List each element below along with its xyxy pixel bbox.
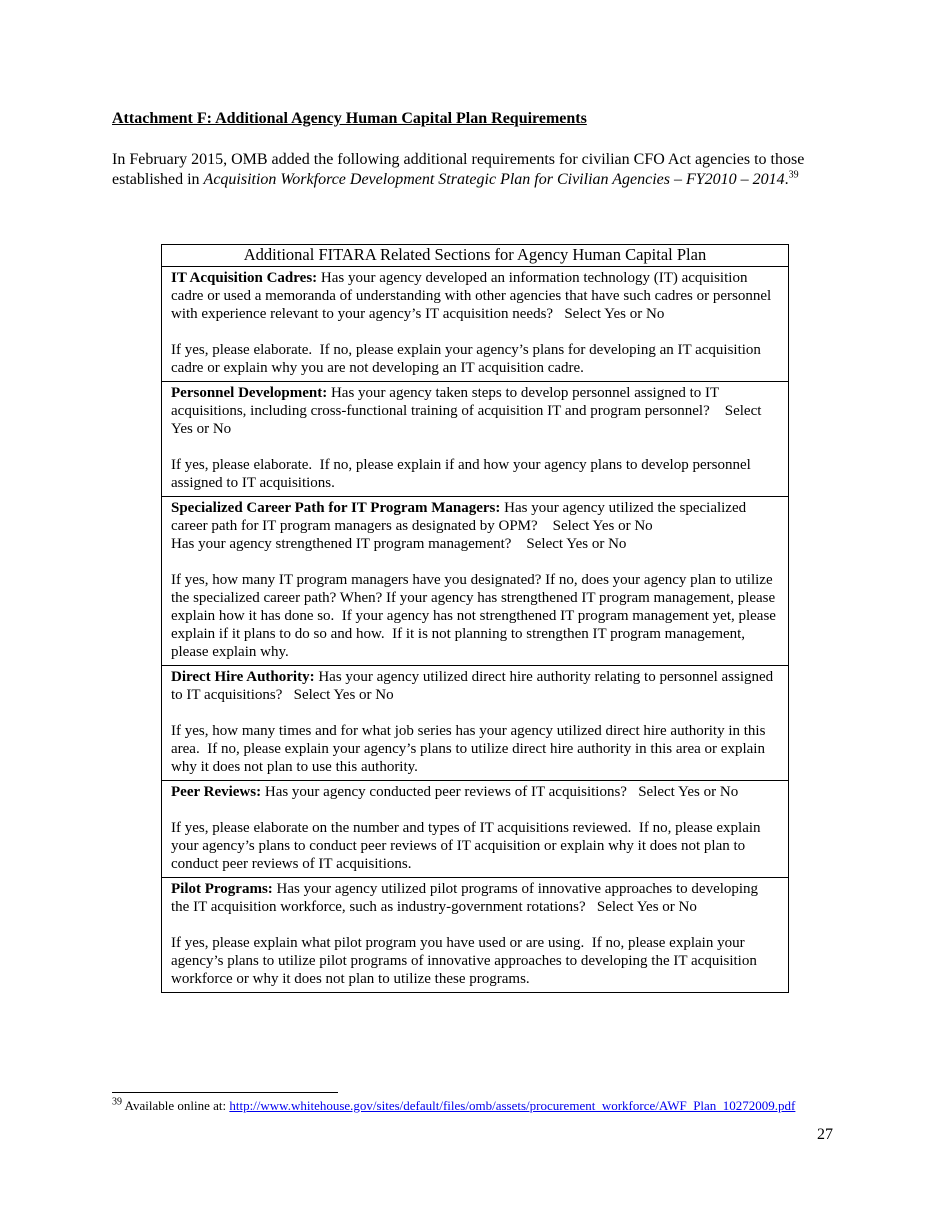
row-question: Has your agency utilized direct hire authority relating to personnel assigned to IT acquisitions? Select Yes or No: [171, 669, 777, 703]
table-row: [162, 781, 789, 878]
row-question-2: Has your agency strengthened IT program management? Select Yes or No: [171, 536, 627, 552]
table-cell-peer-reviews: [162, 781, 789, 878]
table-cell-direct-hire-authority: [162, 666, 789, 781]
row-followup: If yes, how many times and for what job series has your agency utilized direct hire authority in this area. If no, please explain your agency’s plans to utilize direct hire authority in this area or explain why it does not plan to use this authority.: [171, 723, 770, 775]
row-label: Direct Hire Authority:: [171, 669, 315, 685]
row-label: IT Acquisition Cadres:: [171, 270, 318, 286]
table-row: [162, 666, 789, 781]
row-followup: If yes, please elaborate. If no, please explain if and how your agency plans to develop personnel assigned to IT acquisitions.: [171, 457, 755, 491]
intro-text-2: .: [784, 171, 789, 188]
table-cell-it-acquisition-cadres: [162, 267, 789, 382]
table-cell-pilot-programs: [162, 878, 789, 993]
row-question: Has your agency taken steps to develop personnel assigned to IT acquisitions, including cross-functional training of acquisition IT and program personnel? Select Yes or No: [171, 385, 765, 437]
table-cell-specialized-career-path: [162, 497, 789, 666]
row-followup: If yes, please explain what pilot program you have used or are using. If no, please explain your agency’s plans to utilize pilot programs of innovative approaches to developing the IT acquisition workforce or why it does not plan to utilize these programs.: [171, 935, 761, 987]
row-question: Has your agency utilized the specialized career path for IT program managers as designated by OPM? Select Yes or No: [171, 500, 750, 534]
table-header: Additional FITARA Related Sections for Agency Human Capital Plan: [162, 245, 789, 267]
row-label: Pilot Programs:: [171, 881, 273, 897]
table-row: [162, 267, 789, 382]
page-number: 27: [817, 1126, 833, 1143]
table-header-row: [162, 245, 789, 267]
row-followup: If yes, please elaborate on the number and types of IT acquisitions reviewed. If no, please explain your agency’s plans to conduct peer reviews of IT acquisition or explain why it does not plan to conduct peer reviews of IT acquisitions.: [171, 820, 765, 872]
table-row: [162, 878, 789, 993]
intro-italic-title: Acquisition Workforce Development Strategic Plan for Civilian Agencies – FY2010 – 2014: [203, 171, 785, 188]
table-row: [162, 382, 789, 497]
footnote-text: Available online at:: [122, 1098, 230, 1113]
row-question: Has your agency developed an information technology (IT) acquisition cadre or used a memoranda of understanding with other agencies that have such cadres or personnel with experience relevant to your agency’s IT acquisition needs? Select Yes or No: [171, 270, 775, 322]
footnote-reference-marker: 39: [788, 169, 799, 181]
table-cell-personnel-development: [162, 382, 789, 497]
intro-paragraph: [112, 150, 857, 190]
footnote: [112, 1098, 812, 1114]
intro-text-1: In February 2015, OMB added the following additional requirements for civilian CFO Act agencies to those established in: [112, 151, 805, 188]
row-followup: If yes, please elaborate. If no, please explain your agency’s plans for developing an IT acquisition cadre or explain why you are not developing an IT acquisition cadre.: [171, 342, 765, 376]
row-followup: If yes, how many IT program managers have you designated? If no, does your agency plan to utilize the specialized career path? When? If your agency has strengthened IT program management, please explain how it has done so. If your agency has not strengthened IT program management yet, please explain if it plans to do so and how. If it is not planning to strengthen IT program management, please explain why.: [171, 572, 780, 660]
row-label: Specialized Career Path for IT Program Managers:: [171, 500, 501, 516]
footnote-number: 39: [112, 1096, 122, 1108]
row-question: Has your agency utilized pilot programs of innovative approaches to developing the IT acquisition workforce, such as industry-government rotations? Select Yes or No: [171, 881, 762, 915]
row-question: Has your agency conducted peer reviews of IT acquisitions? Select Yes or No: [261, 784, 739, 800]
fitara-sections-table: [161, 244, 789, 993]
footnote-link[interactable]: http://www.whitehouse.gov/sites/default/files/omb/assets/procurement_workforce/AWF_Plan_10272009.pdf: [229, 1098, 796, 1113]
row-label: Personnel Development:: [171, 385, 328, 401]
table-row: [162, 497, 789, 666]
footnote-separator: [112, 1092, 338, 1093]
row-label: Peer Reviews:: [171, 784, 262, 800]
page-title: Attachment F: Additional Agency Human Capital Plan Requirements: [112, 110, 587, 127]
